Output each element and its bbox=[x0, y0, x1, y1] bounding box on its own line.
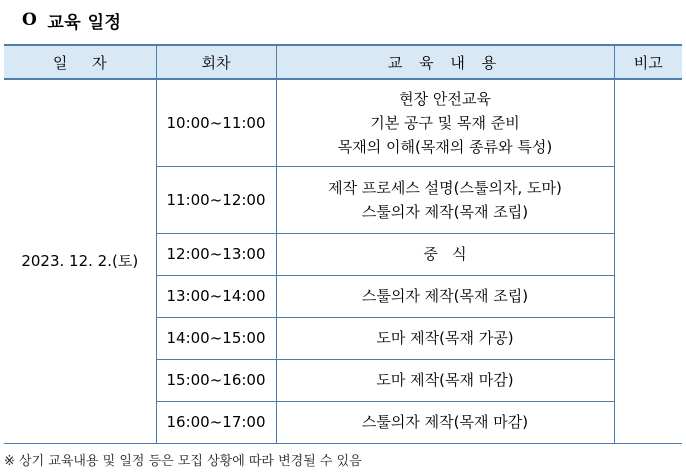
section-title: 교육 일정 bbox=[47, 12, 122, 33]
circle-bullet-icon: O bbox=[22, 10, 38, 30]
section-heading bbox=[22, 6, 121, 34]
header-session: 회차 bbox=[156, 45, 276, 79]
header-note: 비고 bbox=[614, 45, 682, 79]
date-cell: 2023. 12. 2.(토) bbox=[4, 79, 156, 443]
note-cell bbox=[614, 79, 682, 443]
footnote: ※ 상기 교육내용 및 일정 등은 모집 상황에 따라 변경될 수 있음 bbox=[4, 454, 362, 469]
header-content: 교 육 내 용 bbox=[276, 45, 614, 79]
content-cell: 현장 안전교육 기본 공구 및 목재 준비 목재의 이해(목재의 종류와 특성) bbox=[276, 79, 614, 166]
table-row bbox=[4, 79, 682, 166]
time-cell: 16:00~17:00 bbox=[156, 401, 276, 443]
time-cell: 10:00~11:00 bbox=[156, 79, 276, 166]
content-cell: 스툴의자 제작(목재 마감) bbox=[276, 401, 614, 443]
content-cell: 도마 제작(목재 마감) bbox=[276, 359, 614, 401]
table-header-row bbox=[4, 45, 682, 79]
time-cell: 14:00~15:00 bbox=[156, 317, 276, 359]
content-cell: 제작 프로세스 설명(스툴의자, 도마) 스툴의자 제작(목재 조립) bbox=[276, 166, 614, 233]
time-cell: 15:00~16:00 bbox=[156, 359, 276, 401]
content-cell: 스툴의자 제작(목재 조립) bbox=[276, 275, 614, 317]
time-cell: 12:00~13:00 bbox=[156, 233, 276, 275]
content-cell: 중 식 bbox=[276, 233, 614, 275]
content-cell: 도마 제작(목재 가공) bbox=[276, 317, 614, 359]
time-cell: 13:00~14:00 bbox=[156, 275, 276, 317]
header-date: 일 자 bbox=[4, 45, 156, 79]
time-cell: 11:00~12:00 bbox=[156, 166, 276, 233]
schedule-table bbox=[4, 44, 682, 444]
